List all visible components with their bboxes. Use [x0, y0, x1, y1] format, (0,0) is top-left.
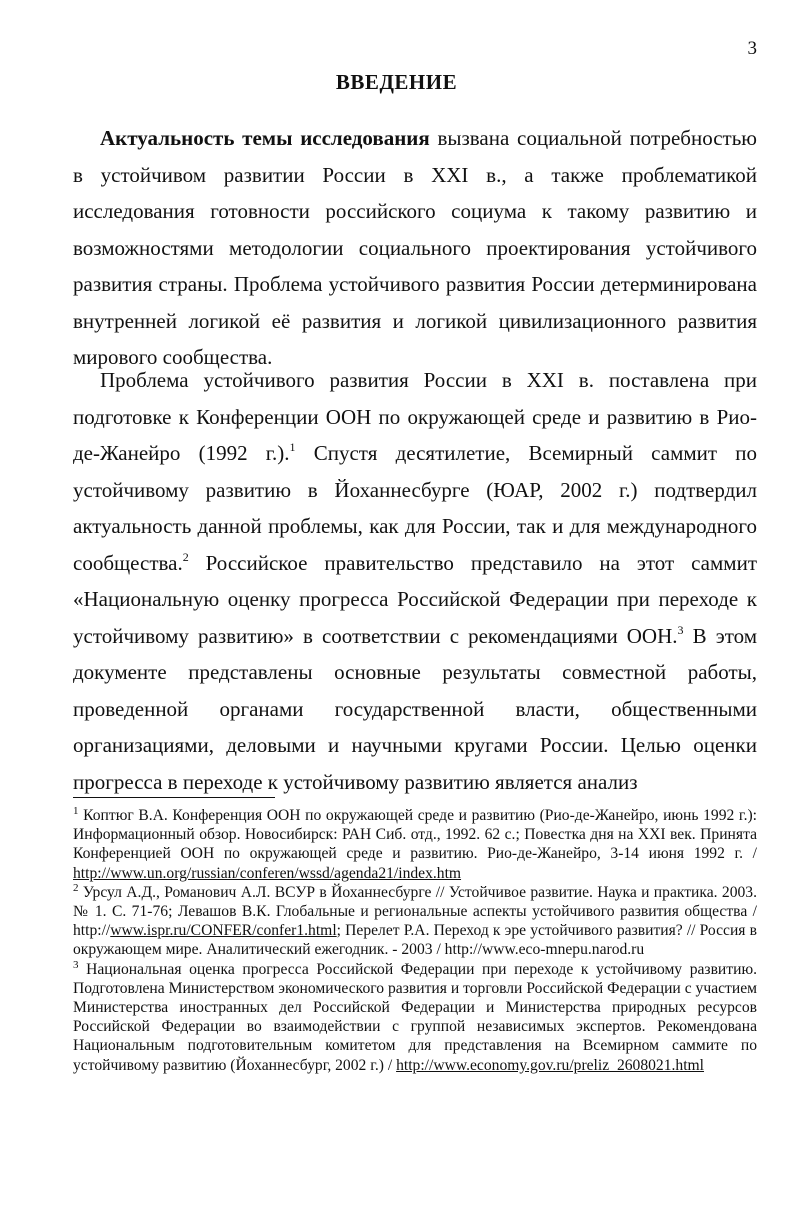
- footnote-text: Национальная оценка прогресса Российской Федерации при переходе к устойчивому развитию. Подготовлена Министерством экономического развития и торговли Российской Федерации с участием Министерства иностранных дел Российской Федерации и Министерства природных ресурсов Российской Федерации во взаимодействии с группой независимых экспертов. Рекомендована Национальным подготовительным комитетом для представления на Всемирном саммите по устойчивому развитию (Йоханнесбург, 2002 г.) /: [73, 960, 757, 1074]
- footnote-2: [73, 883, 757, 960]
- footnote-3: [73, 960, 757, 1075]
- footnote-mark: 2: [73, 881, 79, 894]
- paragraph-text: вызвана социальной потребностью в устойчивом развитии России в XXI в., а также проблематикой исследования готовности российского социума к такому развитию и возможностями методологии социального проектирования устойчивого развития страны. Проблема устойчивого развития России детерминирована внутренней логикой её развития и логикой цивилизационного развития мирового сообщества.: [73, 126, 757, 369]
- paragraph-text-part: Проблема устойчивого развития России в XXI в. поставлена при подготовке к Конференции ООН по окружающей среде и развитию в Рио-де-Жанейро (1992 г.).: [73, 368, 757, 465]
- paragraph-text-part: Спустя десятилетие, Всемирный саммит по устойчивому развитию в Йоханнесбурге (ЮАР, 2002 г.) подтвердил актуальность данной проблемы, как для России, так и для международного сообщества.: [73, 441, 758, 575]
- footnote-link[interactable]: www.ispr.ru/CONFER/confer1.html: [110, 922, 337, 940]
- footnote-text: Коптюг В.А. Конференция ООН по окружающей среде и развитию (Рио-де-Жанейро, июнь 1992 г.): Информационный обзор. Новосибирск: РАН Сиб. отд., 1992. 62 с.; Повестка дня на XXI век. Принята Конференцией ООН по окружающей среде и развитию. Рио-де-Жанейро, 3-14 июня 1992 г. /: [73, 807, 757, 863]
- paragraph-relevance: [73, 120, 757, 376]
- footnote-mark: 3: [73, 958, 79, 971]
- footnote-tail: ; Перелет Р.А. Переход к эре устойчивого развития? // Россия в окружающем мире. Аналитический ежегодник. - 2003 / http://www.eco-mnepu.narod.ru: [73, 922, 757, 959]
- footnote-link[interactable]: http://www.un.org/russian/conferen/wssd/agenda21/index.htm: [73, 864, 462, 882]
- page-title: ВВЕДЕНИЕ: [335, 70, 458, 94]
- footnote-mark: 1: [73, 805, 79, 817]
- footnote-1: [73, 806, 757, 883]
- footnote-ref-2[interactable]: 2: [182, 549, 189, 564]
- footnote-separator: [73, 797, 275, 798]
- footnote-ref-3[interactable]: 3: [677, 622, 684, 637]
- page-number: 3: [747, 38, 757, 59]
- footnotes: [73, 806, 757, 1075]
- paragraph-text-part: В этом документе представлены основные результаты совместной работы, проведенной органами государственной власти, общественными организациями, деловыми и научными кругами России. Целью оценки прогресса в переходе к устойчивому развитию является анализ: [73, 623, 757, 794]
- paragraph-text-part: Российское правительство представило на этот саммит «Национальную оценку прогресса Российской Федерации при переходе к устойчивому развитию» в соответствии с рекомендациями ООН.: [73, 550, 757, 648]
- footnote-text: Урсул А.Д., Романович А.Л. ВСУР в Йоханнесбурге // Устойчивое развитие. Наука и практика. 2003. № 1. С. 71-76; Левашов В.К. Глобальные и региональные аспекты устойчивого развития общества / http://: [73, 883, 757, 940]
- paragraph-lead: Актуальность темы исследования: [100, 126, 430, 150]
- paragraph-background: [73, 362, 757, 800]
- footnote-ref-1[interactable]: 1: [289, 440, 296, 454]
- footnote-link[interactable]: http://www.economy.gov.ru/preliz_2608021.html: [396, 1056, 705, 1074]
